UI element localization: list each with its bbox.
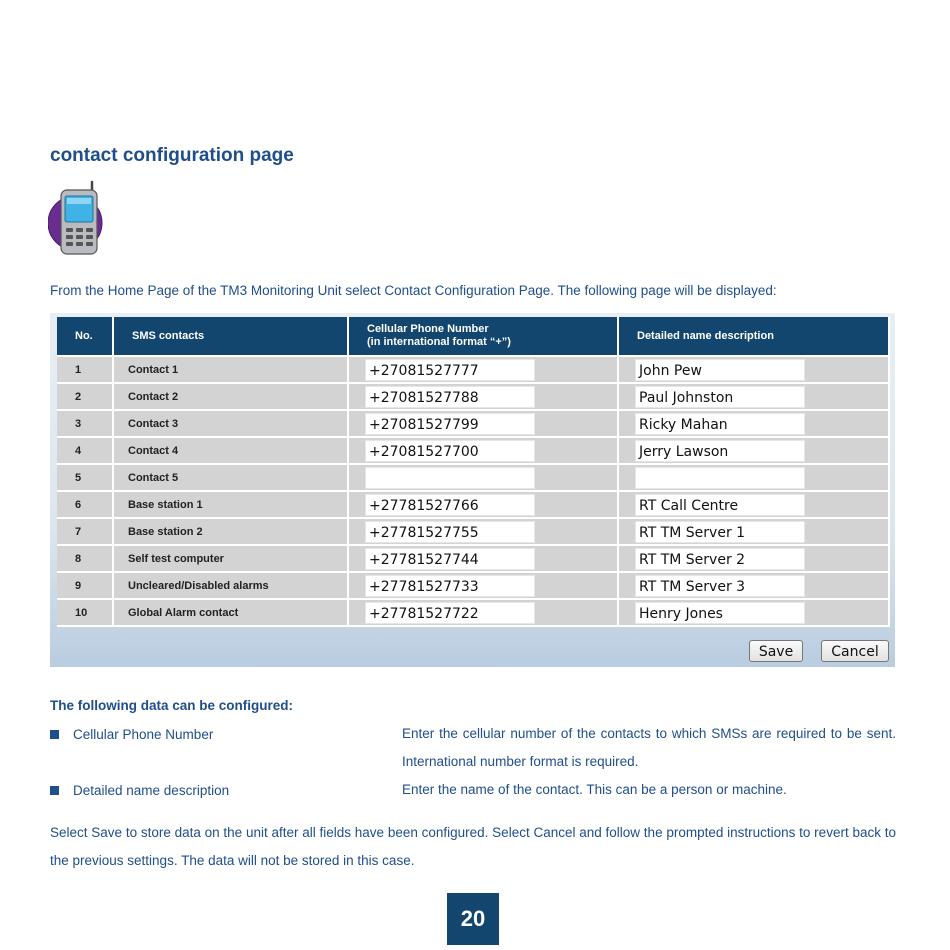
bullet-label-phone: Cellular Phone Number [73,727,214,742]
row-number: 2 [57,383,113,410]
table-row [57,464,889,491]
row-number: 3 [57,410,113,437]
phone-input[interactable]: +27781527755 [365,521,535,543]
table-row [57,437,889,464]
row-number: 9 [57,572,113,599]
contacts-table [57,317,890,627]
description-input[interactable]: Paul Johnston [635,386,805,408]
phone-input[interactable]: +27081527777 [365,359,535,381]
row-number: 6 [57,491,113,518]
contact-name: Self test computer [113,545,348,572]
outro-text: Select Save to store data on the unit after all fields have been configured. Select Cancel and follow the prompted instructions to revert back to the previous settings. The data will not be stored in this case. [50,825,896,868]
description-input[interactable] [635,467,805,489]
row-number: 10 [57,599,113,626]
contact-config-screenshot [50,313,895,667]
phone-input[interactable]: +27781527766 [365,494,535,516]
bullet-label-description: Detailed name description [73,783,230,798]
header-description: Detailed name description [618,317,889,356]
contact-name: Base station 2 [113,518,348,545]
contact-name: Contact 5 [113,464,348,491]
save-button[interactable]: Save [749,640,803,662]
phone-input[interactable]: +27081527700 [365,440,535,462]
row-number: 8 [57,545,113,572]
row-number: 4 [57,437,113,464]
bullet-desc-phone: Enter the cellular number of the contacts to which SMSs are required to be sent. International number format is required. [402,726,896,769]
phone-input[interactable]: +27781527722 [365,602,535,624]
table-row [57,545,889,572]
row-number: 1 [57,356,113,383]
phone-input[interactable]: +27781527744 [365,548,535,570]
table-row [57,383,889,410]
description-input[interactable]: Henry Jones [635,602,805,624]
header-phone [348,317,618,356]
description-input[interactable]: RT TM Server 1 [635,521,805,543]
description-input[interactable]: Jerry Lawson [635,440,805,462]
table-row [57,410,889,437]
description-input[interactable]: RT TM Server 3 [635,575,805,597]
phone-input[interactable]: +27081527799 [365,413,535,435]
description-input[interactable]: RT TM Server 2 [635,548,805,570]
contact-name: Contact 4 [113,437,348,464]
header-phone-line2: (in international format “+”) [367,336,511,348]
table-row [57,491,889,518]
header-phone-line1: Cellular Phone Number [367,323,489,335]
bullet-square-icon [50,786,59,795]
contact-name: Contact 3 [113,410,348,437]
row-number: 5 [57,464,113,491]
bullet-square-icon [50,730,59,739]
description-input[interactable]: John Pew [635,359,805,381]
contact-name: Uncleared/Disabled alarms [113,572,348,599]
page-title: contact configuration page [50,145,294,166]
description-input[interactable]: RT Call Centre [635,494,805,516]
table-header-row [57,317,889,356]
page-number: 20 [447,893,499,945]
cancel-button[interactable]: Cancel [821,640,889,662]
table-row [57,599,889,626]
contact-name: Base station 1 [113,491,348,518]
phone-input[interactable] [365,467,535,489]
row-number: 7 [57,518,113,545]
bullet-desc-description: Enter the name of the contact. This can be a person or machine. [402,782,787,797]
phone-input[interactable]: +27081527788 [365,386,535,408]
contact-name: Global Alarm contact [113,599,348,626]
table-row [57,518,889,545]
mobile-phone-icon [48,178,106,256]
table-row [57,356,889,383]
description-input[interactable]: Ricky Mahan [635,413,805,435]
phone-input[interactable]: +27781527733 [365,575,535,597]
header-sms-contacts: SMS contacts [113,317,348,356]
intro-text: From the Home Page of the TM3 Monitoring Unit select Contact Configuration Page. The following page will be displayed: [50,283,777,298]
contact-name: Contact 1 [113,356,348,383]
contact-name: Contact 2 [113,383,348,410]
header-no: No. [57,317,113,356]
table-row [57,572,889,599]
configurable-heading: The following data can be configured: [50,698,294,713]
